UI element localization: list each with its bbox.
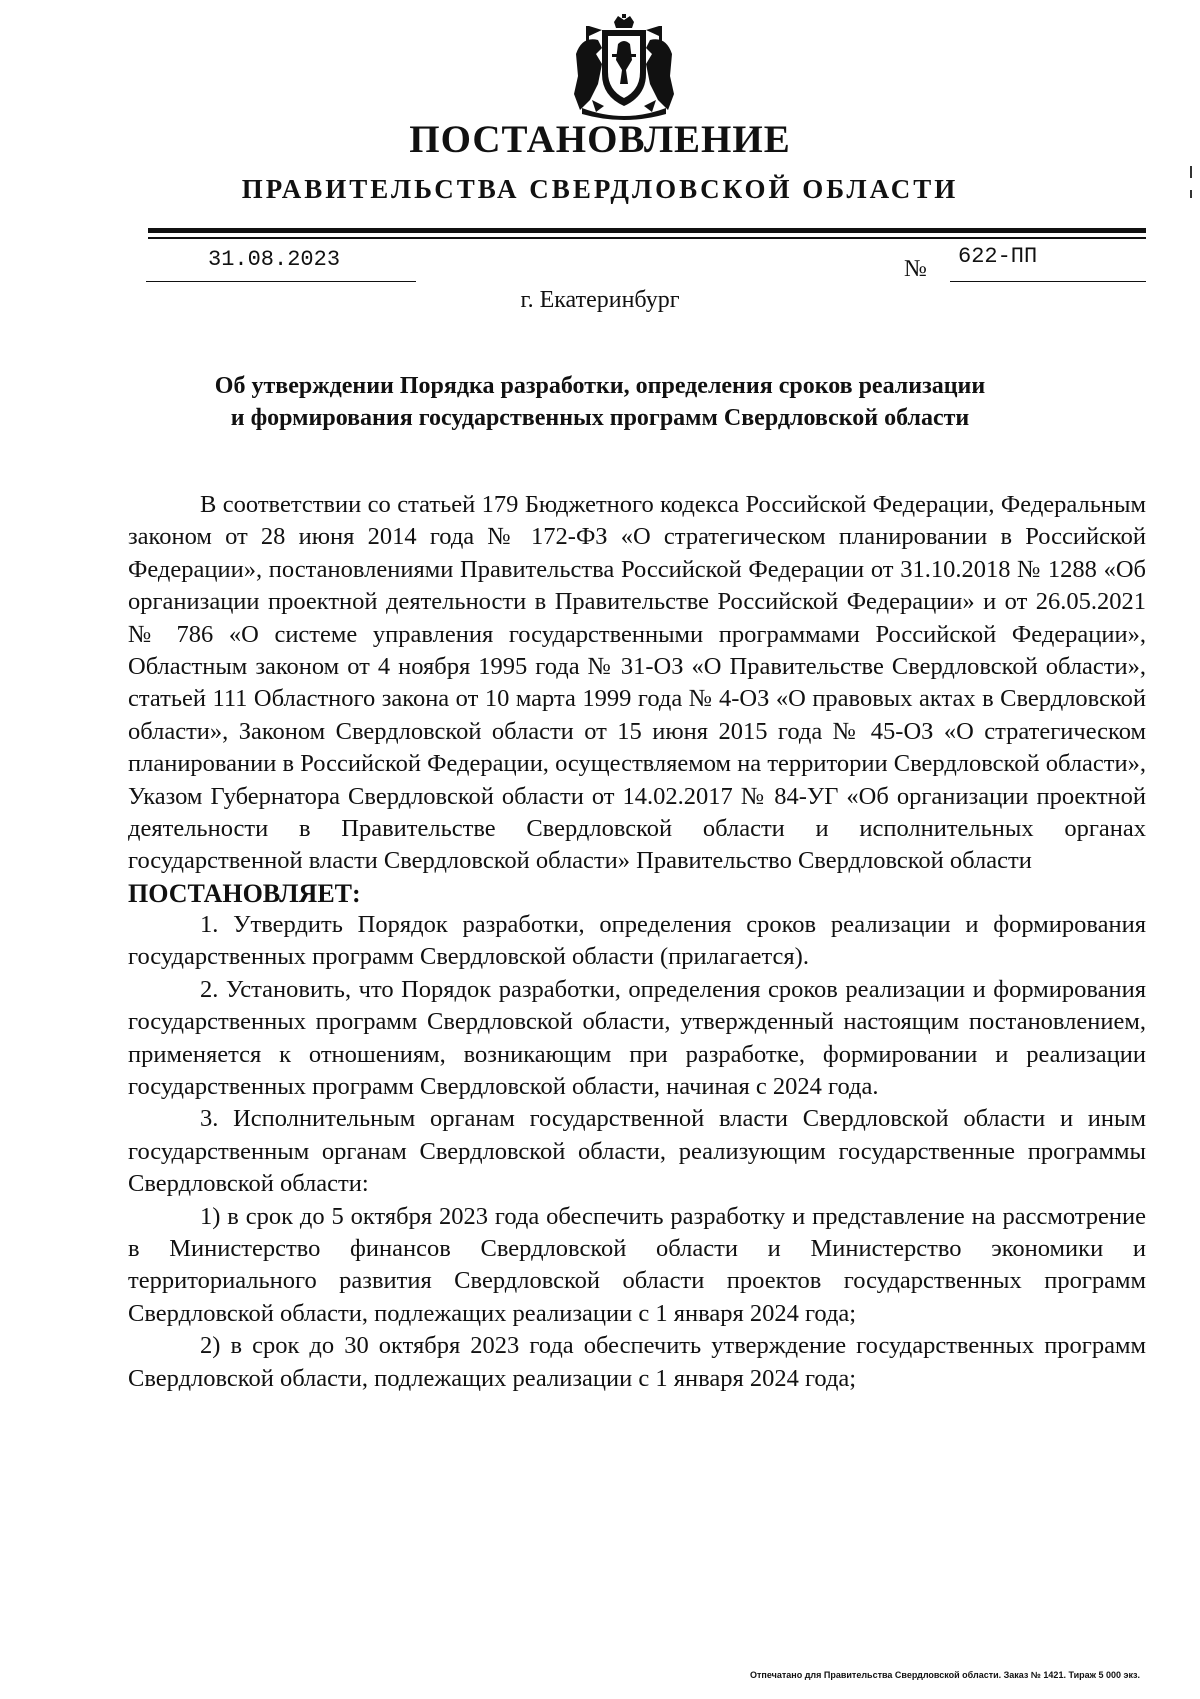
subclause-2: 2) в срок до 30 октября 2023 года обеспечить утверждение государственных программ Свердловской области, подлежащих реализации с 1 января 2024 года; — [128, 1332, 1146, 1392]
issue-city: г. Екатеринбург — [520, 287, 680, 313]
document-number: 622-ПП — [958, 244, 1038, 269]
subclause-1: 1) в срок до 5 октября 2023 года обеспечить разработку и представление на рассмотрение в Министерство финансов Свердловской области и Министерство экономики и территориального развития Свердловской области проектов государственных программ Свердловской области, подлежащих реализации с 1 января 2024 года; — [128, 1202, 1146, 1327]
number-sign: № — [904, 256, 927, 282]
clause-3: 3. Исполнительным органам государственной власти Свердловской области и иным государственным органам Свердловской области, реализующим государственные программы Свердловской области: — [128, 1105, 1146, 1198]
subject-line-2: и формирования государственных программ Свердловской области — [230, 405, 970, 431]
document-date: 31.08.2023 — [208, 247, 341, 272]
number-underline — [950, 281, 1146, 282]
scan-mark — [1190, 190, 1192, 198]
issuing-authority: ПРАВИТЕЛЬСТВА СВЕРДЛОВСКОЙ ОБЛАСТИ — [241, 174, 959, 204]
coat-of-arms-icon — [568, 14, 680, 120]
date-underline — [146, 281, 416, 282]
subject-line-1: Об утверждении Порядка разработки, определения сроков реализации — [214, 373, 986, 399]
scan-mark — [1190, 166, 1192, 178]
document-body — [128, 489, 1146, 1395]
header-divider-thick — [148, 228, 1146, 233]
clause-1: 1. Утвердить Порядок разработки, определения сроков реализации и формирования государственных программ Свердловской области (прилагается). — [128, 910, 1146, 971]
clause-2: 2. Установить, что Порядок разработки, определения сроков реализации и формирования государственных программ Свердловской области, утвержденный настоящим постановлением, применяется к отношениям, возникающим при разработке, формировании и реализации государственных программ Свердловской области, начиная с 2024 года. — [128, 975, 1146, 1100]
decree-keyword: ПОСТАНОВЛЯЕТ: — [128, 878, 361, 908]
document-type-title: ПОСТАНОВЛЕНИЕ — [409, 118, 791, 161]
document-subject — [140, 370, 1060, 434]
print-footer: Отпечатано для Правительства Свердловской области. Заказ № 1421. Тираж 5 000 экз. — [750, 1670, 1140, 1680]
header-divider-thin — [148, 237, 1146, 239]
preamble-paragraph: В соответствии со статьей 179 Бюджетного кодекса Российской Федерации, Федеральным законом от 28 июня 2014 года № 172-ФЗ «О стратегическом планировании в Российской Федерации», постановлениями Правительства Российской Федерации от 31.10.2018 № 1288 «Об организации проектной деятельности в Правительстве Российской Федерации» и от 26.05.2021 № 786 «О системе управления государственными программами Российской Федерации», Областным законом от 4 ноября 1995 года № 31-ОЗ «О Правительстве Свердловской области», статьей 111 Областного закона от 10 марта 1999 года № 4-ОЗ «О правовых актах в Свердловской области», Законом Свердловской области от 15 июня 2015 года № 45-ОЗ «О стратегическом планировании в Российской Федерации, осуществляемом на территории Свердловской области», Указом Губернатора Свердловской области от 14.02.2017 № 84-УГ «Об организации проектной деятельности в Правительстве Свердловской области и исполнительных органах государственной власти Свердловской области» Правительство Свердловской области — [128, 491, 1146, 875]
